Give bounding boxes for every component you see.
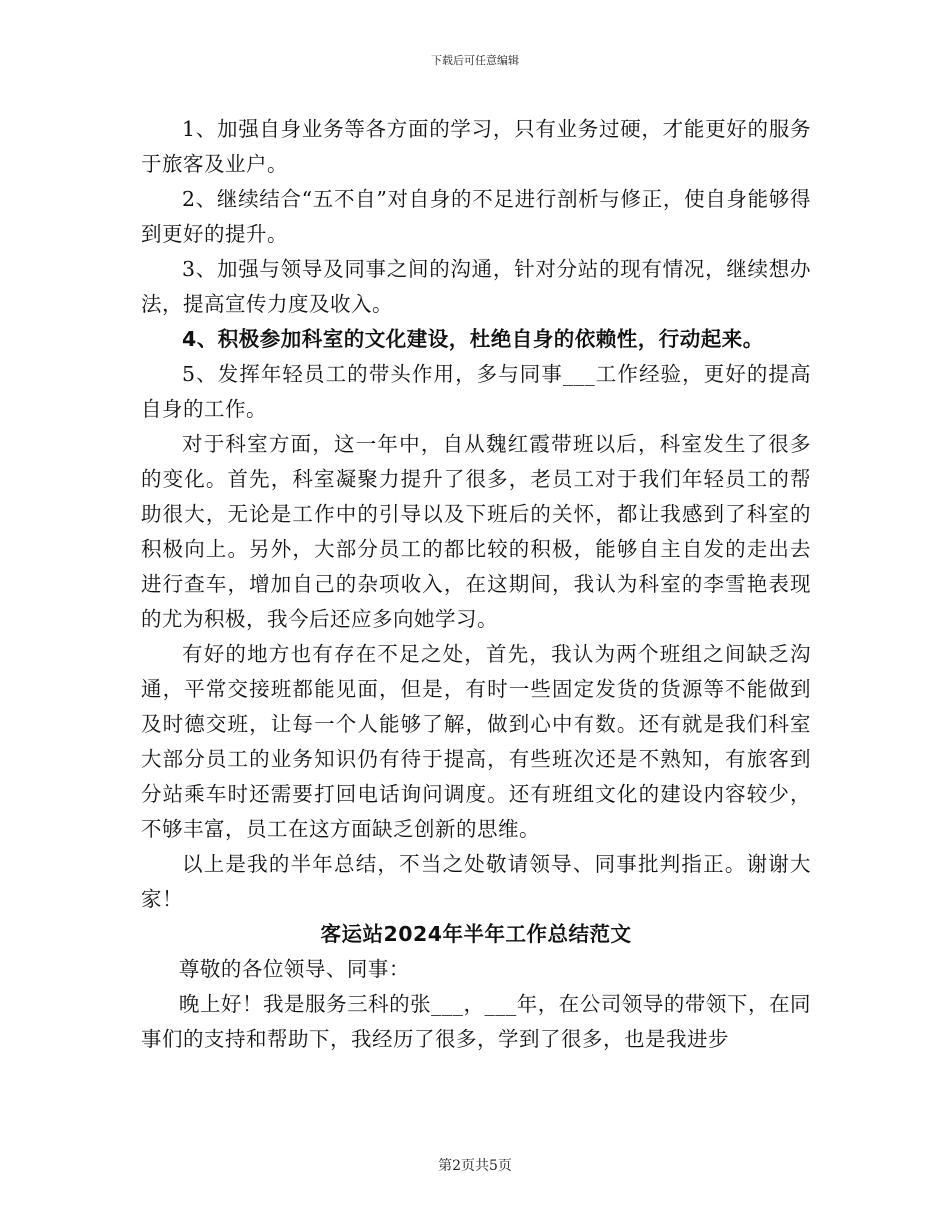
paragraph-shortcomings: 有好的地方也有存在不足之处，首先，我认为两个班组之间缺乏沟通，平常交接班都能见面，但是，有时一些固定发货的货源等不能做到及时德交班，让每一个人能够了解，做到心中有数。还有就是我们科室大部分员工的业务知识仍有待于提高，有些班次还是不熟知，有旅客到分站乘车时还需要打回电话询问调度。还有班组文化的建设内容较少，不够丰富，员工在这方面缺乏创新的思维。 bbox=[141, 642, 811, 841]
document-body bbox=[141, 112, 811, 1057]
paragraph-item-2: 2、继续结合“五不自”对自身的不足进行剖析与修正，使自身能够得到更好的提升。 bbox=[141, 187, 811, 246]
page-footer: 第2页共5页 bbox=[438, 1158, 512, 1174]
page-header: 下载后可任意编辑 bbox=[431, 54, 519, 67]
paragraph-department: 对于科室方面，这一年中，自从魏红霞带班以后，科室发生了很多的变化。首先，科室凝聚力提升了很多，老员工对于我们年轻员工的帮助很大，无论是工作中的引导以及下班后的关怀，都让我感到了科室的积极向上。另外，大部分员工的都比较的积极，能够自主自发的走出去进行查车，增加自己的杂项收入，在这期间，我认为科室的李雪艳表现的尤为积极，我今后还应多向她学习。 bbox=[141, 432, 811, 631]
section-title: 客运站2024年半年工作总结范文 bbox=[320, 922, 632, 946]
paragraph-opening: 晚上好！我是服务三科的张___，___年，在公司领导的带领下，在同事们的支持和帮助下，我经历了很多，学到了很多，也是我进步 bbox=[141, 992, 811, 1051]
paragraph-item-1: 1、加强自身业务等各方面的学习，只有业务过硬，才能更好的服务于旅客及业户。 bbox=[141, 117, 811, 176]
paragraph-item-5: 5、发挥年轻员工的带头作用，多与同事___工作经验，更好的提高自身的工作。 bbox=[141, 362, 811, 421]
paragraph-greeting: 尊敬的各位领导、同事： bbox=[178, 957, 410, 981]
paragraph-item-3: 3、加强与领导及同事之间的沟通，针对分站的现有情况，继续想办法，提高宣传力度及收入。 bbox=[141, 257, 811, 316]
paragraph-item-4-bold: 4、积极参加科室的文化建设，杜绝自身的依赖性，行动起来。 bbox=[182, 327, 764, 351]
paragraph-closing: 以上是我的半年总结，不当之处敬请领导、同事批判指正。谢谢大家！ bbox=[141, 852, 811, 911]
